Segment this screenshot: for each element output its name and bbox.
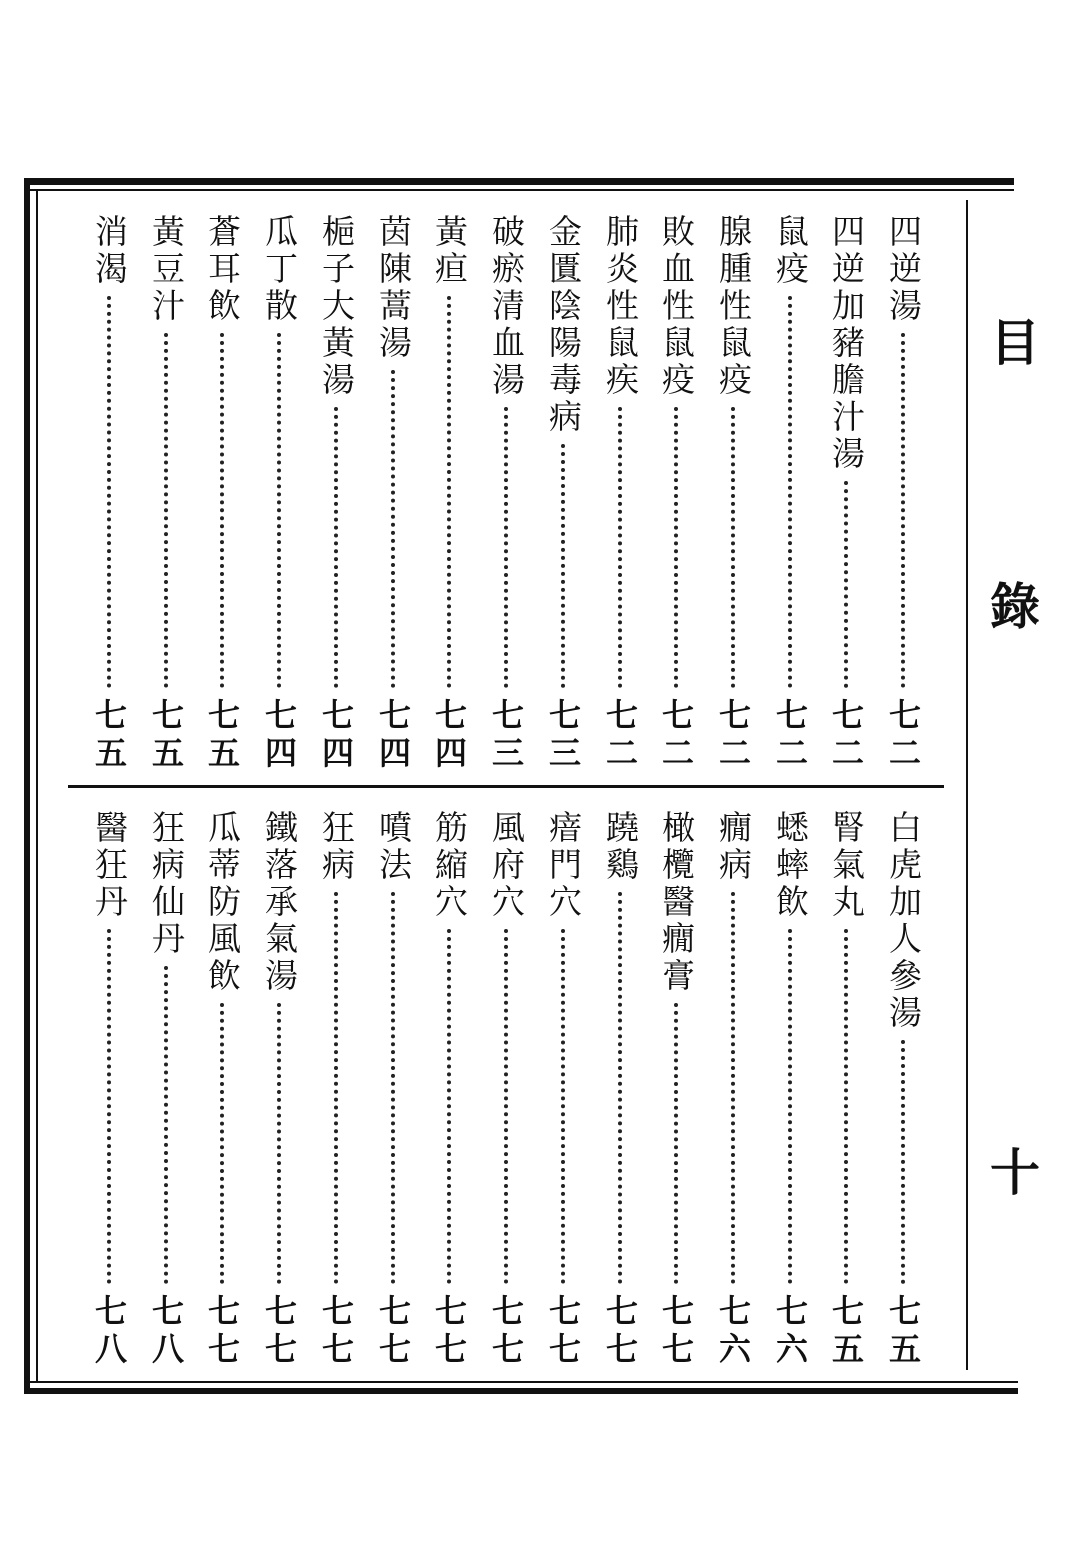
entry-title: 白虎加人參湯 [884,810,923,1032]
dot-leader [561,929,565,1284]
dot-leader [618,407,622,688]
toc-entry [367,810,419,1370]
entry-title: 筋縮穴 [430,810,469,921]
toc-entry [253,810,305,1370]
entry-page: 七三 [487,698,525,774]
entry-page: 七二 [601,698,639,774]
entry-page: 七五 [827,1294,865,1370]
entry-title: 狂病 [317,810,356,884]
entry-title: 蹺鷄 [601,810,640,884]
dot-leader [504,407,508,688]
entry-title: 瘖門穴 [544,810,583,921]
entry-page: 七七 [657,1294,695,1370]
toc-entry [650,810,702,1370]
dot-leader [334,892,338,1284]
entry-title: 鼠疫 [771,214,810,288]
dot-leader [901,1040,905,1284]
dot-leader [788,929,792,1284]
entry-page: 七二 [884,698,922,774]
entry-page: 七五 [147,698,185,774]
toc-entry [196,810,248,1370]
entry-title: 噴法 [374,810,413,884]
frame-right-rule [966,200,968,1370]
entry-page: 七六 [771,1294,809,1370]
toc-entry [83,214,135,774]
dot-leader [561,444,565,688]
dot-leader [788,296,792,688]
frame-bottom-rule [24,1388,1018,1394]
toc-entry [764,810,816,1370]
toc-entry [707,810,759,1370]
dot-leader [391,892,395,1284]
dot-leader [447,296,451,688]
toc-entry [480,810,532,1370]
dot-leader [220,1003,224,1284]
entry-title: 醫狂丹 [90,810,129,921]
entry-page: 七三 [544,698,582,774]
entry-title: 肺炎性鼠疾 [601,214,640,399]
toc-entry [877,810,929,1370]
entry-page: 七七 [374,1294,412,1370]
dot-leader [844,481,848,688]
entry-page: 七六 [714,1294,752,1370]
dot-leader [220,333,224,688]
toc-entry [83,810,135,1370]
dot-leader [447,929,451,1284]
entry-page: 七七 [203,1294,241,1370]
entry-title: 鐵落承氣湯 [260,810,299,995]
dot-leader [731,892,735,1284]
toc-entry [253,214,305,774]
entry-title: 梔子大黃湯 [317,214,356,399]
entry-title: 瓜蒂防風飲 [203,810,242,995]
entry-title: 狂病仙丹 [147,810,186,958]
entry-page: 七七 [601,1294,639,1370]
toc-entry [537,810,589,1370]
entry-title: 破瘀清血湯 [487,214,526,399]
entry-title: 敗血性鼠疫 [657,214,696,399]
entry-page: 七二 [657,698,695,774]
dot-leader [901,333,905,688]
entry-page: 七七 [430,1294,468,1370]
toc-entry [423,810,475,1370]
toc-entry [820,810,872,1370]
toc-entry [820,214,872,774]
dot-leader [844,929,848,1284]
toc-entry [650,214,702,774]
toc-entry [594,810,646,1370]
toc-entry [196,214,248,774]
dot-leader [164,966,168,1284]
toc-entry [877,214,929,774]
section-divider [68,785,944,788]
frame-top-rule [24,178,1014,185]
toc-entry [367,214,419,774]
dot-leader [277,333,281,688]
margin-glyph-lu: 錄 [990,577,1040,636]
entry-title: 黃疸 [430,214,469,288]
frame-top-inner-rule [24,189,1014,191]
entry-title: 蒼耳飲 [203,214,242,325]
margin-glyph-shi: 十 [990,1143,1040,1202]
dot-leader [164,333,168,688]
toc-entry [480,214,532,774]
entry-page: 七四 [430,698,468,774]
entry-page: 七二 [827,698,865,774]
entry-page: 七七 [260,1294,298,1370]
entry-page: 七四 [374,698,412,774]
entry-title: 金匱陰陽毒病 [544,214,583,436]
entry-title: 風府穴 [487,810,526,921]
dot-leader [334,407,338,688]
entry-page: 七四 [260,698,298,774]
dot-leader [107,296,111,688]
entry-page: 七四 [317,698,355,774]
toc-entry [310,214,362,774]
toc-entry [140,214,192,774]
entry-title: 茵陳蒿湯 [374,214,413,362]
entry-title: 四逆湯 [884,214,923,325]
dot-leader [674,407,678,688]
entry-page: 七二 [714,698,752,774]
entry-title: 腎氣丸 [827,810,866,921]
frame-bottom-inner-rule [24,1381,1018,1383]
toc-entry [707,214,759,774]
dot-leader [674,1003,678,1284]
entry-page: 七五 [884,1294,922,1370]
entry-page: 七八 [147,1294,185,1370]
toc-entry [140,810,192,1370]
entry-page: 七七 [487,1294,525,1370]
entry-title: 蟋蟀飲 [771,810,810,921]
entry-page: 七五 [90,698,128,774]
entry-page: 七七 [317,1294,355,1370]
toc-entry [537,214,589,774]
toc-entry [594,214,646,774]
entry-title: 癇病 [714,810,753,884]
dot-leader [391,370,395,688]
dot-leader [504,929,508,1284]
toc-entry [764,214,816,774]
entry-title: 腺腫性鼠疫 [714,214,753,399]
entry-title: 消渴 [90,214,129,288]
frame-left-inner-rule [36,191,38,1381]
dot-leader [618,892,622,1284]
entry-title: 黃豆汁 [147,214,186,325]
margin-glyph-mu: 目 [990,313,1040,372]
entry-page: 七七 [544,1294,582,1370]
entry-title: 四逆加豬膽汁湯 [827,214,866,473]
dot-leader [277,1003,281,1284]
entry-title: 瓜丁散 [260,214,299,325]
entry-page: 七五 [203,698,241,774]
dot-leader [107,929,111,1284]
entry-title: 橄欖醫癇膏 [657,810,696,995]
toc-entry [423,214,475,774]
entry-page: 七二 [771,698,809,774]
dot-leader [731,407,735,688]
toc-entry [310,810,362,1370]
frame-left-rule [24,178,30,1394]
entry-page: 七八 [90,1294,128,1370]
